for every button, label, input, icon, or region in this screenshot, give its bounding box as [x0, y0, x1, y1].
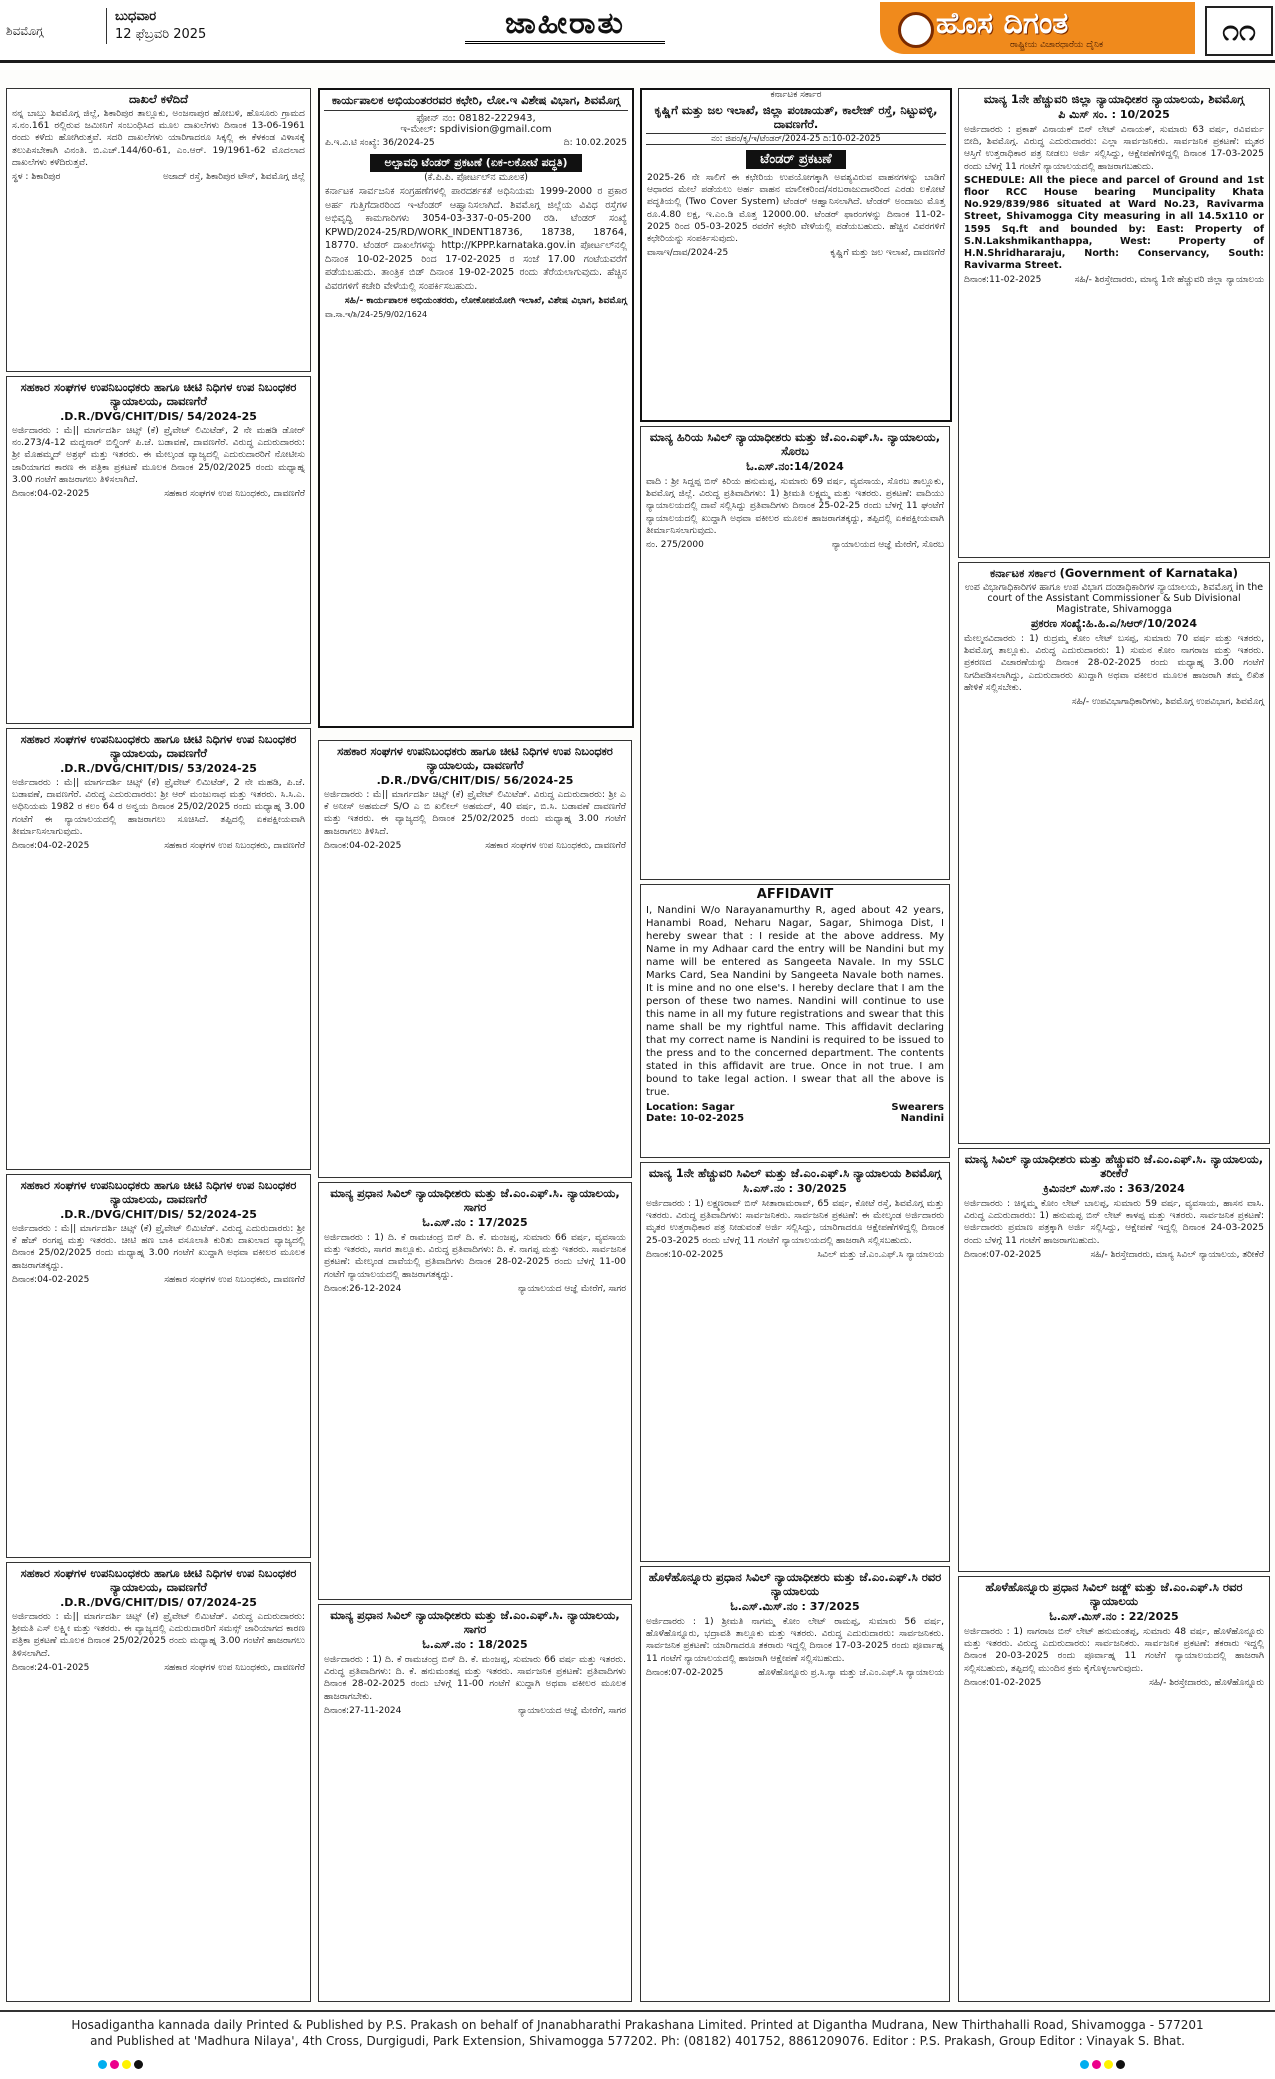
- notice-signature: [324, 841, 626, 851]
- header-date: 12 ಫೆಬ್ರವರಿ 2025: [115, 27, 207, 42]
- court-notice: [640, 1162, 950, 1562]
- court-notice: [958, 1576, 1270, 2002]
- tender-dd-number: ವಾ.ಸಾ.ಇ/ಶಿ/24-25/9/02/1624: [325, 310, 428, 320]
- notice-signature: [964, 1678, 1264, 1688]
- affidavit-swearer: [891, 1102, 944, 1124]
- imprint-line-1: Hosadigantha kannada daily Printed & Published by P.S. Prakash on behalf of Jnanabharathi Prakashana Limited. Printed at Digantha Mudrana, New Thirthahalli Road, Shivamogga - 577201: [71, 2018, 1204, 2032]
- tender-title-wrap: [645, 148, 947, 169]
- magenta-dot-icon: [1092, 2060, 1101, 2069]
- yellow-dot-icon: [122, 2060, 131, 2069]
- header-weekday: ಬುಧವಾರ: [115, 9, 157, 24]
- notice-title: ಕರ್ನಾಟಕ ಸರ್ಕಾರ (Government of Karnataka): [990, 566, 1238, 580]
- notice-signature: [964, 275, 1264, 285]
- notice-signatory: ಸಹಕಾರ ಸಂಘಗಳ ಉಪ ನಿಬಂಧಕರು, ದಾವಣಗೆರೆ: [164, 841, 305, 852]
- notice-title: ಮಾನ್ಯ ಹಿರಿಯ ಸಿವಿಲ್ ನ್ಯಾಯಾಧೀಶರು ಮತ್ತು ಜೆ.ಎಂ.ಎಫ್.ಸಿ. ನ್ಯಾಯಾಲಯ, ಸೊರಬ: [649, 430, 941, 458]
- case-number: ಕ್ರಿಮಿನಲ್ ಮಿಸ್.ನಂ : 363/2024: [1043, 1182, 1185, 1195]
- section-title: ಜಾಹೀರಾತು: [465, 6, 665, 44]
- notice-signature: [12, 841, 305, 851]
- notice-signatory: ಸಹಕಾರ ಸಂಘಗಳ ಉಪ ನಿಬಂಧಕರು, ದಾವಣಗೆರೆ: [164, 1274, 305, 1285]
- notice-signatory: ಸಹಕಾರ ಸಂಘಗಳ ಉಪ ನಿಬಂಧಕರು, ದಾವಣಗೆರೆ: [485, 840, 626, 851]
- notice-title: ಸಹಕಾರ ಸಂಘಗಳ ಉಪನಿಬಂಧಕರು ಹಾಗೂ ಚೀಟಿ ನಿಧಿಗಳ ಉಪ ನಿಬಂಧಕರ ನ್ಯಾಯಾಲಯ, ದಾವಣಗೆರೆ: [20, 1178, 297, 1206]
- case-number: ಓ.ಎಸ್.ಮಿಸ್.ನಂ : 37/2025: [730, 1600, 860, 1613]
- notice-signature: [964, 697, 1264, 707]
- notice-date: ದಿನಾಂಕ:01-02-2025: [964, 1677, 1042, 1688]
- affidavit-swearer-label: Swearers: [891, 1102, 944, 1113]
- notice-signature: [12, 489, 305, 499]
- notice-title: ಮಾನ್ಯ 1ನೇ ಹೆಚ್ಚುವರಿ ಜಿಲ್ಲಾ ನ್ಯಾಯಾಧೀಶರ ನ್ಯಾಯಾಲಯ, ಶಿವಮೊಗ್ಗ: [983, 92, 1245, 106]
- court-notice: [958, 88, 1270, 558]
- tender-title: ಅಲ್ಪಾವಧಿ ಟೆಂಡರ್ ಪ್ರಕಟಣೆ (ಏಕ-ಲಕೋಟೆ ಪದ್ಧತಿ): [370, 154, 581, 172]
- affidavit-location: Location: Sagar: [646, 1102, 735, 1113]
- tender-ref: ನಂ: ಜಿಪಂ/ಕೃ/ಇ/ಟೆಂಡರ್/2024-25 ದಿ:10-02-2025: [646, 133, 946, 145]
- affidavit-swearer-name: Nandini: [900, 1113, 944, 1124]
- notice-title: ಮಾನ್ಯ 1ನೇ ಹೆಚ್ಚುವರಿ ಸಿವಿಲ್ ಮತ್ತು ಜೆ.ಎಂ.ಎಫ್.ಸಿ ನ್ಯಾಯಾಲಯ ಶಿವಮೊಗ್ಗ: [648, 1166, 942, 1180]
- notice-body: ಅರ್ಜಿದಾರರು : 1) ನಾಗರಾಜ ಬಿನ್ ಲೇಟ್ ಹನುಮಂತಪ್ಪ, ಸುಮಾರು 48 ವರ್ಷ, ಹೊಳೆಹೊನ್ನೂರು ಮತ್ತು ಇತರರು. ವಿರುದ್ಧ ಎದುರುದಾರರು: ಸಾರ್ವಜನಿಕರು. ಸಾರ್ವಜನಿಕ ಪ್ರಕಟಣೆ: ತಕರಾರು ಇದ್ದಲ್ಲಿ ದಿನಾಂಕ 20-03-2025 ರಂದು ಪೂರ್ವಾಹ್ನ 11 ಗಂಟೆಗೆ ನ್ಯಾಯಾಲಯದಲ್ಲಿ ಹಾಜರಾಗಿ ಸಲ್ಲಿಸಬಹುದು, ತಪ್ಪಿದಲ್ಲಿ ಮುಂದಿನ ಕ್ರಮ ಕೈಗೊಳ್ಳಲಾಗುವುದು.: [964, 1626, 1264, 1674]
- notice-body: ಅರ್ಜಿದಾರರು : 1) ಲಕ್ಷ್ಮಣರಾವ್ ಬಿನ್ ಸೀತಾರಾಮರಾವ್, 65 ವರ್ಷ, ಕೋಟೆ ರಸ್ತೆ, ಶಿವಮೊಗ್ಗ ಮತ್ತು ಇತರರು. ವಿರುದ್ಧ ಪ್ರತಿವಾದಿಗಳು: ಸಾರ್ವಜನಿಕರು. ಸಾರ್ವಜನಿಕ ಪ್ರಕಟಣೆ: ಈ ಮೇಲ್ಕಂಡ ಅರ್ಜಿದಾರರು ಮೃತರ ಉತ್ತರಾಧಿಕಾರ ಪತ್ರ ನೀಡುವಂತೆ ಅರ್ಜಿ ಸಲ್ಲಿಸಿದ್ದು, ಯಾರಿಗಾದರೂ ಆಕ್ಷೇಪಣೆಗಳಿದ್ದಲ್ಲಿ ದಿನಾಂಕ 25-03-2025 ರಂದು ಬೆಳಗ್ಗೆ 11 ಗಂಟೆಗೆ ನ್ಯಾಯಾಲಯದಲ್ಲಿ ಹಾಜರಾಗಿ ಸಲ್ಲಿಸಬಹುದು.: [646, 1198, 944, 1246]
- court-notice: [318, 740, 632, 1178]
- brand-name: ಹೊಸ ದಿಗಂತ: [936, 6, 1069, 41]
- affidavit-title: AFFIDAVIT: [756, 887, 834, 902]
- court-notice: [318, 1182, 632, 1600]
- notice-signature: [646, 540, 944, 550]
- notice-date: ದಿನಾಂಕ:07-02-2025: [964, 1249, 1042, 1260]
- black-dot-icon: [1116, 2060, 1125, 2069]
- tender-dd-number: ವಾಸಾಇ/ದಾವ/2024-25: [647, 248, 729, 259]
- notice-title: ಸಹಕಾರ ಸಂಘಗಳ ಉಪನಿಬಂಧಕರು ಹಾಗೂ ಚೀಟಿ ನಿಧಿಗಳ ಉಪ ನಿಬಂಧಕರ ನ್ಯಾಯಾಲಯ, ದಾವಣಗೆರೆ: [20, 380, 297, 408]
- notice-body: ವಾದಿ : ಶ್ರೀ ಸಿದ್ದಪ್ಪ ಬಿನ್ ಕಿರಿಯ ಹನುಮಪ್ಪ, ಸುಮಾರು 69 ವರ್ಷ, ವ್ಯವಸಾಯ, ಸೊರಬ ತಾಲ್ಲೂಕು, ಶಿವಮೊಗ್ಗ ಜಿಲ್ಲೆ. ವಿರುದ್ಧ ಪ್ರತಿವಾದಿಗಳು: 1) ಶ್ರೀಮತಿ ಲಕ್ಷ್ಮಮ್ಮ ಮತ್ತು ಇತರರು. ಪ್ರಕಟಣೆ: ವಾದಿಯು ನ್ಯಾಯಾಲಯದಲ್ಲಿ ದಾವೆ ಸಲ್ಲಿಸಿದ್ದು ಪ್ರತಿವಾದಿಗಳು ದಿನಾಂಕ 25-02-25 ರಂದು ಬೆಳಗ್ಗೆ 11 ಘಂಟೆಗೆ ನ್ಯಾಯಾಲಯದಲ್ಲಿ ಖುದ್ದಾಗಿ ಅಥವಾ ವಕೀಲರ ಮೂಲಕ ಹಾಜರಾಗತಕ್ಕದ್ದು, ತಪ್ಪಿದಲ್ಲಿ ಏಕಪಕ್ಷೀಯವಾಗಿ ತೀರ್ಮಾನಿಸಲಾಗುವುದು.: [646, 476, 944, 536]
- cyan-dot-icon: [1080, 2060, 1089, 2069]
- case-number: ಓ.ಎಸ್.ಮಿಸ್.ನಂ : 22/2025: [1049, 1610, 1179, 1623]
- notice-title: ಹೊಳೆಹೊನ್ನೂರು ಪ್ರಧಾನ ಸಿವಿಲ್ ನ್ಯಾಯಾಧೀಶರು ಮತ್ತು ಜೆ.ಎಂ.ಎಫ್.ಸಿ ರವರ ನ್ಯಾಯಾಲಯ: [648, 1570, 942, 1598]
- affidavit-notice: [640, 884, 950, 1158]
- tender-date: ದಿ: 10.02.2025: [563, 138, 627, 148]
- affidavit-place-date: [646, 1102, 744, 1124]
- case-number: .D.R./DVG/CHIT/DIS/ 54/2024-25: [60, 410, 257, 423]
- court-notice: [318, 1604, 632, 2002]
- notice-body: ಅರ್ಜಿದಾರರು : ಚಿನ್ನಮ್ಮ ಕೋಂ ಲೇಟ್ ಬಾಲಪ್ಪ, ಸುಮಾರು 59 ವರ್ಷ, ವ್ಯವಸಾಯ, ಹಾಸನ ವಾಸಿ. ವಿರುದ್ಧ ಎದುರುದಾರರು: 1) ಹನುಮಪ್ಪ ಬಿನ್ ಲೇಟ್ ಕಾಳಪ್ಪ ಮತ್ತು ಇತರರು. ಸಾರ್ವಜನಿಕ ಪ್ರಕಟಣೆ: ಅರ್ಜಿದಾರರು ಪ್ರಮಾಣ ಪತ್ರಕ್ಕಾಗಿ ಅರ್ಜಿ ಸಲ್ಲಿಸಿದ್ದು, ಆಕ್ಷೇಪಣೆ ಇದ್ದಲ್ಲಿ ದಿನಾಂಕ 24-03-2025 ರಂದು ಬೆಳಗ್ಗೆ 11 ಗಂಟೆಗೆ ಹಾಜರಾಗಬಹುದು.: [964, 1198, 1264, 1246]
- yellow-dot-icon: [1104, 2060, 1113, 2069]
- notice-date: ದಿನಾಂಕ:04-02-2025: [12, 1274, 90, 1285]
- notice-body: ಅರ್ಜಿದಾರರು : ಮೆ|| ಮಾರ್ಗದರ್ಶಿ ಚಿಟ್ಸ್ (ಕೆ) ಪ್ರೈವೇಟ್ ಲಿಮಿಟೆಡ್. ವಿರುದ್ಧ ಎದುರುದಾರರು: ಶ್ರೀಮತಿ ಎಸ್ ಲಕ್ಷ್ಮೀ ಮತ್ತು ಇತರರು. ಈ ವ್ಯಾಜ್ಯದಲ್ಲಿ ಎದುರುದಾರರಿಗೆ ಸಮನ್ಸ್ ಜಾರಿಯಾಗದ ಕಾರಣ ಪತ್ರಿಕಾ ಪ್ರಕಟಣೆ ಮೂಲಕ ದಿನಾಂಕ 25/02/2025 ರಂದು ಮಧ್ಯಾಹ್ನ 3.00 ಗಂಟೆಗೆ ಹಾಜರಾಗಲು ತಿಳಿಸಲಾಗಿದೆ.: [12, 1611, 305, 1659]
- zp-tender-notice: [640, 88, 952, 422]
- tender-subtitle: (ಕೆ.ಪಿ.ಪಿ. ಪೋರ್ಟಲ್‌ನ ಮೂಲಕ): [424, 172, 528, 183]
- notice-date: ದಿನಾಂಕ:24-01-2025: [12, 1662, 90, 1673]
- property-schedule: SCHEDULE: All the piece and parcel of Ground and 1st floor RCC House bearing Muncipality Khata No.929/839/986 situated at Ward No.23, Ravivarma Street, Shivamogga City measuring in all 14.5x110 or 1595 Sq.ft and bounded by: East: Property of S.N.Lakshmikanthappa, West: Property of H.N.Shridhararaju, North: Conservancy, South: Ravivarma Street.: [964, 174, 1264, 272]
- court-notice: [6, 1174, 311, 1558]
- notice-signatory: ನ್ಯಾಯಾಲಯದ ಆಜ್ಞೆ ಮೇರೆಗೆ, ಸೊರಬ: [831, 540, 944, 551]
- ac-court-notice: [958, 562, 1270, 1144]
- notice-date: ದಿನಾಂಕ:04-02-2025: [12, 489, 90, 500]
- case-number: .D.R./DVG/CHIT/DIS/ 53/2024-25: [60, 762, 257, 775]
- court-notice: [958, 1148, 1270, 1572]
- notice-signatory: ಸಹಿ/- ಶಿರಸ್ತೇದಾರರು, ಮಾನ್ಯ ಸಿವಿಲ್ ನ್ಯಾಯಾಲಯ, ತರೀಕೆರೆ: [1090, 1249, 1264, 1260]
- notice-signatory: ನ್ಯಾಯಾಲಯದ ಆಜ್ಞೆ ಮೇರೆಗೆ, ಸಾಗರ: [517, 1705, 626, 1716]
- notice-signatory: ನ್ಯಾಯಾಲಯದ ಆಜ್ಞೆ ಮೇರೆಗೆ, ಸಾಗರ: [517, 1283, 626, 1294]
- tender-title-wrap: [320, 151, 632, 172]
- header-city: ಶಿವಮೊಗ್ಗ: [6, 24, 44, 38]
- notice-address: ಅಜಾದ್ ರಸ್ತೆ, ಶಿಕಾರಿಪುರ ಟೌನ್, ಶಿವಮೊಗ್ಗ ಜಿಲ್ಲೆ: [162, 172, 305, 183]
- case-number: .D.R./DVG/CHIT/DIS/ 07/2024-25: [60, 1596, 257, 1609]
- tender-body: ಕರ್ನಾಟಕ ಸಾರ್ವಜನಿಕ ಸಂಗ್ರಹಣೆಗಳಲ್ಲಿ ಪಾರದರ್ಶಕತೆ ಅಧಿನಿಯಮ 1999-2000 ರ ಪ್ರಕಾರ ಅರ್ಹ ಗುತ್ತಿಗೆದಾರರಿಂದ ಇ-ಟೆಂಡರ್ ಆಹ್ವಾನಿಸಲಾಗಿದೆ. ಶಿವಮೊಗ್ಗ ಜಿಲ್ಲೆಯ ವಿವಿಧ ರಸ್ತೆಗಳ ಅಭಿವೃದ್ಧಿ ಕಾಮಗಾರಿಗಳು 3054-03-337-0-05-200 ರಡಿ. ಟೆಂಡರ್ ಸಂಖ್ಯೆ KPWD/2024-25/RD/WORK_INDENT18736, 18738, 18764, 18770. ಟೆಂಡರ್ ದಾಖಲೆಗಳನ್ನು http://KPPP.karnataka.gov.in ಪೋರ್ಟಲ್‌ನಲ್ಲಿ ದಿನಾಂಕ 10-02-2025 ರಿಂದ 17-02-2025 ರ ಸಂಜೆ 17.00 ಗಂಟೆಯವರೆಗೆ ಪಡೆಯಬಹುದು. ತಾಂತ್ರಿಕ ಬಿಡ್ ದಿನಾಂಕ 19-02-2025 ರಂದು ತೆರೆಯಲಾಗುವುದು. ಹೆಚ್ಚಿನ ವಿವರಗಳಿಗೆ ಕಚೇರಿ ವೇಳೆಯಲ್ಲಿ ಸಂಪರ್ಕಿಸಬಹುದು.: [325, 186, 627, 292]
- notice-date: ದಿನಾಂಕ:07-02-2025: [646, 1667, 724, 1678]
- tender-contact: [322, 113, 630, 135]
- tender-office: ಕೃಷ್ಣಿಗೆ ಮತ್ತು ಜಲ ಇಲಾಖೆ, ಜಿಲ್ಲಾ ಪಂಚಾಯತ್, ಕಾಲೇಜ್ ರಸ್ತೆ, ನಿಟ್ಟುವಳ್ಳಿ, ದಾವಣಗೆರೆ.: [654, 103, 938, 131]
- court-notice: [6, 1562, 311, 2002]
- brand-logo-icon: [898, 12, 934, 48]
- imprint-line-2: and Published at 'Madhura Nilaya', 4th Cross, Durgigudi, Park Extension, Shivamogga 577202. Ph: (08182) 401752, 8861209076. Editor : P.S. Prakash, Group Editor : Vinayak S. Bhat.: [90, 2034, 1185, 2048]
- pwd-tender-notice: [318, 88, 634, 728]
- notice-title: ದಾಖಲೆ ಕಳೆದಿದೆ: [129, 92, 188, 106]
- notice-signatory: ಹೊಳೆಹೊನ್ನೂರು ಪ್ರ.ಸಿ.ನ್ಯಾ ಮತ್ತು ಜೆ.ಎಂ.ಎಫ್.ಸಿ ನ್ಯಾಯಾಲಯ: [758, 1667, 944, 1678]
- notice-title: ಹೊಳೆಹೊನ್ನೂರು ಪ್ರಧಾನ ಸಿವಿಲ್ ಜಡ್ಜ್ ಮತ್ತು ಜೆ.ಎಂ.ಎಫ್.ಸಿ ರವರ ನ್ಯಾಯಾಲಯ: [985, 1580, 1243, 1608]
- notice-date: ದಿನಾಂಕ:11-02-2025: [964, 275, 1042, 286]
- tender-ref: ಪಿ.ಇ.ವಿ.ಟಿ ಸಂಖ್ಯೆ: 36/2024-25: [325, 138, 435, 148]
- notice-body: ನನ್ನ ಬಾಬ್ತು ಶಿವಮೊಗ್ಗ ಜಿಲ್ಲೆ, ಶಿಕಾರಿಪುರ ತಾಲ್ಲೂಕು, ಅಂಜನಾಪುರ ಹೋಬಳಿ, ಹೊಸೂರು ಗ್ರಾಮದ ಸ.ನಂ.161 ರಲ್ಲಿರುವ ಜಮೀನಿಗೆ ಸಂಬಂಧಿಸಿದ ಮೂಲ ದಾಖಲೆಗಳು ದಿನಾಂಕ 13-06-1961 ರಂದು ಕಳೆದು ಹೋಗಿರುತ್ತವೆ. ಸದರಿ ದಾಖಲೆಗಳು ಯಾರಿಗಾದರೂ ಸಿಕ್ಕಲ್ಲಿ ಈ ಕೆಳಕಂಡ ವಿಳಾಸಕ್ಕೆ ತಲುಪಿಸಬೇಕಾಗಿ ವಿನಂತಿ. ಬಿ.ಎಚ್.144/60-61, ಎಂ.ಆರ್. 19/1961-62 ಮೊದಲಾದ ದಾಖಲೆಗಳು ಕಳೆದಿರುತ್ತವೆ.: [12, 108, 305, 168]
- notice-title: ಸಹಕಾರ ಸಂಘಗಳ ಉಪನಿಬಂಧಕರು ಹಾಗೂ ಚೀಟಿ ನಿಧಿಗಳ ಉಪ ನಿಬಂಧಕರ ನ್ಯಾಯಾಲಯ, ದಾವಣಗೆರೆ: [20, 1566, 297, 1594]
- affidavit-date: Date: 10-02-2025: [646, 1113, 745, 1124]
- imprint-footer: [0, 2010, 1275, 2079]
- notice-signatory: ಸಹಿ/- ಶಿರಸ್ತೇದಾರರು, ಮಾನ್ಯ 1ನೇ ಹೆಚ್ಚುವರಿ ಜಿಲ್ಲಾ ನ್ಯಾಯಾಲಯ: [1074, 275, 1264, 286]
- notice-signatory: ಸಹಕಾರ ಸಂಘಗಳ ಉಪ ನಿಬಂಧಕರು, ದಾವಣಗೆರೆ: [164, 1662, 305, 1673]
- notice-signature: [324, 1284, 626, 1294]
- notice-body: ಮೇಲ್ಮನವಿದಾರರು : 1) ರುದ್ರಮ್ಮ ಕೋಂ ಲೇಟ್ ಬಸಪ್ಪ, ಸುಮಾರು 70 ವರ್ಷ ಮತ್ತು ಇತರರು, ಶಿವಮೊಗ್ಗ ತಾಲ್ಲೂಕು. ವಿರುದ್ಧ ಎದುರುದಾರರು: 1) ಸುಮನ ಕೋಂ ನಾಗರಾಜ ಮತ್ತು ಇತರರು. ಪ್ರಕರಣದ ವಿಚಾರಣೆಯನ್ನು ದಿನಾಂಕ 28-02-2025 ರಂದು ಮಧ್ಯಾಹ್ನ 3.00 ಗಂಟೆಗೆ ನಿಗದಿಪಡಿಸಲಾಗಿದ್ದು, ಎದುರುದಾರರು ಖುದ್ದಾಗಿ ಅಥವಾ ವಕೀಲರ ಮೂಲಕ ಹಾಜರಾಗಿ ತಮ್ಮ ಲಿಖಿತ ಹೇಳಿಕೆ ಸಲ್ಲಿಸಬೇಕು.: [964, 633, 1264, 693]
- page-header: [0, 0, 1275, 63]
- notice-title: ಸಹಕಾರ ಸಂಘಗಳ ಉಪನಿಬಂಧಕರು ಹಾಗೂ ಚೀಟಿ ನಿಧಿಗಳ ಉಪ ನಿಬಂಧಕರ ನ್ಯಾಯಾಲಯ, ದಾವಣಗೆರೆ: [20, 732, 297, 760]
- notice-title: ಮಾನ್ಯ ಪ್ರಧಾನ ಸಿವಿಲ್ ನ್ಯಾಯಾಧೀಶರು ಮತ್ತು ಜೆ.ಎಂ.ಎಫ್.ಸಿ. ನ್ಯಾಯಾಲಯ, ಸಾಗರ: [330, 1608, 620, 1636]
- case-number: ಓ.ಎಸ್.ನಂ : 17/2025: [422, 1216, 528, 1229]
- notice-signature: [12, 1663, 305, 1673]
- court-notice: [640, 426, 950, 880]
- tender-ref-line: [325, 138, 627, 148]
- notice-body: ಅರ್ಜಿದಾರರು : 1) ದಿ. ಕೆ ರಾಮಚಂದ್ರ ಬಿನ್ ದಿ. ಕೆ. ಮಂಜಪ್ಪ, ಸುಮಾರು 66 ವರ್ಷ, ವ್ಯವಸಾಯ ಮತ್ತು ಇತರರು, ಸಾಗರ ತಾಲ್ಲೂಕು. ವಿರುದ್ಧ ಪ್ರತಿವಾದಿಗಳು: ದಿ. ಕೆ. ನಾಗಪ್ಪ ಮತ್ತು ಇತರರು. ಸಾರ್ವಜನಿಕ ಪ್ರಕಟಣೆ: ಮೇಲ್ಕಂಡ ದಾವೆಯಲ್ಲಿ ಪ್ರತಿವಾದಿಗಳು ದಿನಾಂಕ 28-02-2025 ರಂದು ಬೆಳಗ್ಗೆ 11-00 ಗಂಟೆಗೆ ನ್ಯಾಯಾಲಯದಲ್ಲಿ ಹಾಜರಾಗತಕ್ಕದ್ದು.: [324, 1232, 626, 1280]
- notice-signature: [324, 1706, 626, 1716]
- notice-date: ನಂ. 275/2000: [646, 540, 704, 551]
- tender-govt: ಕರ್ನಾಟಕ ಸರ್ಕಾರ: [770, 90, 822, 100]
- tender-office: ಕಾರ್ಯಪಾಲಕ ಅಭಿಯಂತರರವರ ಕಛೇರಿ, ಲೋ.ಇ ವಿಶೇಷ ವಿಭಾಗ, ಶಿವಮೊಗ್ಗ: [324, 93, 628, 111]
- affidavit-signature-row: [646, 1102, 944, 1124]
- notice-body: ಅರ್ಜಿದಾರರು : ಪ್ರಕಾಶ್ ವಿನಾಯಕ್ ಬಿನ್ ಲೇಟ್ ವಿನಾಯಕ್, ಸುಮಾರು 63 ವರ್ಷ, ರವಿವರ್ಮ ಬೀದಿ, ಶಿವಮೊಗ್ಗ. ವಿರುದ್ಧ ಎದುರುದಾರರು: ಎಲ್ಲಾ ಸಾರ್ವಜನಿಕರು. ಸಾರ್ವಜನಿಕ ಪ್ರಕಟಣೆ: ಮೃತರ ಆಸ್ತಿಗೆ ಉತ್ತರಾಧಿಕಾರ ಪತ್ರ ನೀಡಲು ಅರ್ಜಿ ಸಲ್ಲಿಸಿದ್ದು, ಆಕ್ಷೇಪಣೆಗಳಿದ್ದಲ್ಲಿ ದಿನಾಂಕ 17-03-2025 ರಂದು ಬೆಳಗ್ಗೆ 11 ಗಂಟೆಗೆ ನ್ಯಾಯಾಲಯದಲ್ಲಿ ಹಾಜರಾಗಬಹುದು.: [964, 124, 1264, 172]
- notice-body: ಅರ್ಜಿದಾರರು : ಮೆ|| ಮಾರ್ಗದರ್ಶಿ ಚಿಟ್ಸ್ (ಕೆ) ಪ್ರೈವೇಟ್ ಲಿಮಿಟೆಡ್. ವಿರುದ್ಧ ಎದುರುದಾರರು: ಶ್ರೀ ಎ ಕೆ ಅನೀಸ್ ಅಹಮದ್ S/O ಎ ಬಿ ಖಲೀಲ್ ಅಹಮದ್, 40 ವರ್ಷ, ಬಿ.ಸಿ. ಬಡಾವಣೆ ದಾವಣಗೆರೆ ಮತ್ತು ಇತರರು. ಈ ವ್ಯಾಜ್ಯದಲ್ಲಿ ದಿನಾಂಕ 25/02/2025 ರಂದು ಮಧ್ಯಾಹ್ನ 3.00 ಗಂಟೆಗೆ ಹಾಜರಾಗಲು ತಿಳಿಸಿದೆ.: [324, 789, 626, 837]
- notice-title: ಮಾನ್ಯ ಸಿವಿಲ್ ನ್ಯಾಯಾಧೀಶರು ಮತ್ತು ಹೆಚ್ಚುವರಿ ಜೆ.ಎಂ.ಎಫ್.ಸಿ. ನ್ಯಾಯಾಲಯ, ತರೀಕೆರೆ: [964, 1152, 1264, 1180]
- case-number: ಓ.ಎಸ್.ನಂ : 18/2025: [422, 1638, 528, 1651]
- notice-signatory: ಸಹಕಾರ ಸಂಘಗಳ ಉಪ ನಿಬಂಧಕರು, ದಾವಣಗೆರೆ: [164, 489, 305, 500]
- notice-body: ಅರ್ಜಿದಾರರು : ಮೆ|| ಮಾರ್ಗದರ್ಶಿ ಚಿಟ್ಸ್ (ಕೆ) ಪ್ರೈವೇಟ್ ಲಿಮಿಟೆಡ್. ವಿರುದ್ಧ ಎದುರುದಾರರು: ಶ್ರೀ ಕೆ ಹೆಚ್ ರಂಗಪ್ಪ ಮತ್ತು ಇತರರು. ಚೀಟಿ ಹಣ ಬಾಕಿ ವಸೂಲಾತಿ ಕುರಿತು ದಾಖಲಾದ ವ್ಯಾಜ್ಯದಲ್ಲಿ ದಿನಾಂಕ 25/02/2025 ರಂದು ಮಧ್ಯಾಹ್ನ 3.00 ಗಂಟೆಗೆ ಖುದ್ದಾಗಿ ಅಥವಾ ವಕೀಲರ ಮೂಲಕ ಹಾಜರಾಗತಕ್ಕದ್ದು.: [12, 1223, 305, 1271]
- color-registration-marks: [98, 2060, 143, 2069]
- tender-title: ಟೆಂಡರ್ ಪ್ರಕಟಣೆ: [746, 150, 845, 169]
- notice-signature: [964, 1250, 1264, 1260]
- notice-date: ದಿನಾಂಕ:10-02-2025: [646, 1249, 724, 1260]
- notice-signature: [646, 1250, 944, 1260]
- notice-body: ಅರ್ಜಿದಾರರು : 1) ಶ್ರೀಮತಿ ನಾಗಮ್ಮ ಕೋಂ ಲೇಟ್ ರಾಮಪ್ಪ, ಸುಮಾರು 56 ವರ್ಷ, ಹೊಳೆಹೊನ್ನೂರು, ಭದ್ರಾವತಿ ತಾಲ್ಲೂಕು ಮತ್ತು ಇತರರು. ವಿರುದ್ಧ ಎದುರುದಾರರು: ಸಾರ್ವಜನಿಕರು. ಸಾರ್ವಜನಿಕ ಪ್ರಕಟಣೆ: ಯಾರಿಗಾದರೂ ತಕರಾರು ಇದ್ದಲ್ಲಿ ದಿನಾಂಕ 17-03-2025 ರಂದು ಪೂರ್ವಾಹ್ನ 11 ಗಂಟೆಗೆ ನ್ಯಾಯಾಲಯದಲ್ಲಿ ಹಾಜರಾಗಿ ಆಕ್ಷೇಪಣೆ ಸಲ್ಲಿಸಬಹುದು.: [646, 1616, 944, 1664]
- notice-signatory: ಸಹಿ/- ಶಿರಸ್ತೇದಾರರು, ಹೊಳೆಹೊನ್ನೂರು: [1149, 1677, 1264, 1688]
- notice-signatory: ಸಹಿ/- ಉಪವಿಭಾಗಾಧಿಕಾರಿಗಳು, ಶಿವಮೊಗ್ಗ ಉಪವಿಭಾಗ, ಶಿವಮೊಗ್ಗ: [1071, 697, 1264, 708]
- tender-email: ಇ-ಮೇಲ್: spdivision@gmail.com: [400, 124, 552, 135]
- court-notice: [6, 376, 311, 724]
- case-number: .D.R./DVG/CHIT/DIS/ 52/2024-25: [60, 1208, 257, 1221]
- notice-signature: [646, 1668, 944, 1678]
- notice-place: ಸ್ಥಳ : ಶಿಕಾರಿಪುರ: [12, 172, 61, 183]
- magenta-dot-icon: [110, 2060, 119, 2069]
- notice-body: ಅರ್ಜಿದಾರರು : ಮೆ|| ಮಾರ್ಗದರ್ಶಿ ಚಿಟ್ಸ್ (ಕೆ) ಪ್ರೈವೇಟ್ ಲಿಮಿಟೆಡ್, 2 ನೇ ಮಹಡಿ, ಪಿ.ಜೆ. ಬಡಾವಣೆ, ದಾವಣಗೆರೆ. ವಿರುದ್ಧ ಎದುರುದಾರರು: ಶ್ರೀ ಆರ್ ಮಂಜುನಾಥ ಮತ್ತು ಇತರರು. ಸಿ.ಸಿ.ಎ. ಅಧಿನಿಯಮ 1982 ರ ಕಲಂ 64 ರ ಅನ್ವಯ ದಿನಾಂಕ 25/02/2025 ರಂದು ಮಧ್ಯಾಹ್ನ 3.00 ಗಂಟೆಗೆ ಈ ನ್ಯಾಯಾಲಯದಲ್ಲಿ ಹಾಜರಾಗಲು ಸೂಚಿಸಿದೆ. ತಪ್ಪಿದಲ್ಲಿ ಏಕಪಕ್ಷೀಯವಾಗಿ ತೀರ್ಮಾನಿಸಲಾಗುವುದು.: [12, 777, 305, 837]
- notice-subtitle: ಉಪ ವಿಭಾಗಾಧಿಕಾರಿಗಳ ಹಾಗೂ ಉಪ ವಿಭಾಗ ದಂಡಾಧಿಕಾರಿಗಳ ನ್ಯಾಯಾಲಯ, ಶಿವಮೊಗ್ಗ in the court of the Assistant Commissioner & Sub Divisional Magistrate, Shivamogga: [964, 582, 1264, 615]
- color-registration-marks: [1080, 2060, 1125, 2069]
- notice-date: ದಿನಾಂಕ:26-12-2024: [324, 1283, 402, 1294]
- header-datebox: [106, 8, 245, 44]
- masthead-brand: [880, 2, 1195, 54]
- notice-title: ಸಹಕಾರ ಸಂಘಗಳ ಉಪನಿಬಂಧಕರು ಹಾಗೂ ಚೀಟಿ ನಿಧಿಗಳ ಉಪ ನಿಬಂಧಕರ ನ್ಯಾಯಾಲಯ, ದಾವಣಗೆರೆ: [337, 744, 613, 772]
- notice-date: ದಿನಾಂಕ:27-11-2024: [324, 1705, 402, 1716]
- case-number: ಪಿ ಮಿಸ್ ಸಂ. : 10/2025: [1058, 108, 1170, 121]
- notice-date: ದಿನಾಂಕ:04-02-2025: [12, 841, 90, 852]
- case-number: ಪ್ರಕರಣ ಸಂಖ್ಯೆ:ಹಿ.ಹಿ.ಎ/ಸಿಆರ್/10/2024: [1030, 617, 1197, 630]
- notice-signatory: ಸಿವಿಲ್ ಮತ್ತು ಜೆ.ಎಂ.ಎಫ್.ಸಿ ನ್ಯಾಯಾಲಯ: [817, 1249, 944, 1260]
- notice-signature: [12, 172, 305, 182]
- tender-signatory: ಕೃಷ್ಣಿಗೆ ಮತ್ತು ಜಲ ಇಲಾಖೆ, ದಾವಣಗೆರೆ: [830, 248, 945, 259]
- affidavit-body: I, Nandini W/o Narayanamurthy R, aged about 42 years, Hanambi Road, Neharu Nagar, Sagar, Shimoga Dist, I hereby swear that : I reside at the above address. My Name in my Adhaar card the entry will be Nandini but my name will be entered as Sangeeta Navale. In my SSLC Marks Card, Sea Nandini by Sangeeta Navale both names. It is mine and no one else's. I hereby declare that I am the person of these two names. Nandini will continue to use this name in all my future registrations and swear that this name shall be my rightful name. This affidavit declaring that my correct name is Nandini is required to be issued to the press and to the concerned department. The contents stated in this affidavit are true. Once in not true. I am bound to take legal action. I swear that all the above is true.: [646, 905, 944, 1098]
- black-dot-icon: [134, 2060, 143, 2069]
- cyan-dot-icon: [98, 2060, 107, 2069]
- case-number: .D.R./DVG/CHIT/DIS/ 56/2024-25: [376, 774, 574, 787]
- notice-body: ಅರ್ಜಿದಾರರು : ಮೆ|| ಮಾರ್ಗದರ್ಶಿ ಚಿಟ್ಸ್ (ಕೆ) ಪ್ರೈವೇಟ್ ಲಿಮಿಟೆಡ್, 2 ನೇ ಮಹಡಿ ಡೋರ್ ನಂ.273/4-12 ಮದ್ದನಾರ್ ಬಿಲ್ಡಿಂಗ್ ಪಿ.ಜೆ. ಬಡಾವಣೆ, ದಾವಣಗೆರೆ. ವಿರುದ್ಧ ಎದುರುದಾರರು: ಶ್ರೀ ಮೊಹಮ್ಮದ್ ಅಶ್ರಫ್ ಮತ್ತು ಇತರರು. ಈ ಮೇಲ್ಕಂಡ ವ್ಯಾಜ್ಯದಲ್ಲಿ ಎದುರುದಾರರಿಗೆ ನೋಟೀಸು ಜಾರಿಯಾಗದ ಕಾರಣ ಈ ಪತ್ರಿಕಾ ಪ್ರಕಟಣೆ ಮೂಲಕ ದಿನಾಂಕ 25/02/2025 ರಂದು ಮಧ್ಯಾಹ್ನ 3.00 ಗಂಟೆಗೆ ಹಾಜರಾಗಲು ತಿಳಿಸಲಾಗಿದೆ.: [12, 425, 305, 485]
- court-notice: [6, 728, 311, 1170]
- tender-signatory: ಸಹಿ/- ಕಾರ್ಯಪಾಲಕ ಅಭಿಯಂತರರು, ಲೋಕೋಪಯೋಗಿ ಇಲಾಖೆ, ವಿಶೇಷ ವಿಭಾಗ, ಶಿವಮೊಗ್ಗ: [344, 295, 627, 306]
- court-notice: [640, 1566, 950, 2002]
- tender-phone: ಫೋನ್ ನಂ: 08182-222943,: [416, 113, 536, 124]
- tender-body: 2025-26 ನೇ ಸಾಲಿಗೆ ಈ ಕಛೇರಿಯ ಉಪಯೋಗಕ್ಕಾಗಿ ಅವಶ್ಯವಿರುವ ವಾಹನಗಳನ್ನು ಬಾಡಿಗೆ ಆಧಾರದ ಮೇಲೆ ಪಡೆಯಲು ಅರ್ಹ ವಾಹನ ಮಾಲೀಕರಿಂದ/ಸರಬರಾಜುದಾರರಿಂದ ಎರಡು ಲಕೋಟೆ ಪದ್ಧತಿಯಲ್ಲಿ (Two Cover System) ಟೆಂಡರ್ ಆಹ್ವಾನಿಸಲಾಗಿದೆ. ಟೆಂಡರ್ ಅಂದಾಜು ಮೊತ್ತ ರೂ.4.80 ಲಕ್ಷ, ಇ.ಎಂ.ಡಿ ಮೊತ್ತ 12000.00. ಟೆಂಡರ್ ಫಾರಂಗಳನ್ನು ದಿನಾಂಕ 11-02-2025 ರಿಂದ 05-03-2025 ರವರೆಗೆ ಕಛೇರಿ ವೇಳೆಯಲ್ಲಿ ಪಡೆಯಬಹುದು. ಹೆಚ್ಚಿನ ವಿವರಗಳಿಗೆ ಕಛೇರಿಯನ್ನು ಸಂಪರ್ಕಿಸುವುದು.: [647, 172, 945, 245]
- tender-signature: [647, 248, 945, 258]
- notice-signature: [12, 1275, 305, 1285]
- case-number: ಓ.ಎಸ್.ನಂ:14/2024: [746, 460, 844, 473]
- notice-date: ದಿನಾಂಕ:04-02-2025: [324, 840, 402, 851]
- page-number: ೧೧: [1205, 6, 1273, 56]
- notice-body: ಅರ್ಜಿದಾರರು : 1) ದಿ. ಕೆ ರಾಮಚಂದ್ರ ಬಿನ್ ದಿ. ಕೆ. ಮಂಜಪ್ಪ, ಸುಮಾರು 66 ವರ್ಷ ಮತ್ತು ಇತರರು. ವಿರುದ್ಧ ಪ್ರತಿವಾದಿಗಳು: ದಿ. ಕೆ. ಹನುಮಂತಪ್ಪ ಮತ್ತು ಇತರರು. ಸಾರ್ವಜನಿಕ ಪ್ರಕಟಣೆ: ಪ್ರತಿವಾದಿಗಳು ದಿನಾಂಕ 28-02-2025 ರಂದು ಬೆಳಗ್ಗೆ 11-00 ಗಂಟೆಗೆ ಖುದ್ದಾಗಿ ಅಥವಾ ವಕೀಲರ ಮೂಲಕ ಹಾಜರಾಗಬೇಕು.: [324, 1654, 626, 1702]
- case-number: ಸಿ.ಎಸ್.ನಂ : 30/2025: [743, 1182, 847, 1195]
- notice-title: ಮಾನ್ಯ ಪ್ರಧಾನ ಸಿವಿಲ್ ನ್ಯಾಯಾಧೀಶರು ಮತ್ತು ಜೆ.ಎಂ.ಎಫ್.ಸಿ. ನ್ಯಾಯಾಲಯ, ಸಾಗರ: [330, 1186, 620, 1214]
- brand-tagline: ರಾಷ್ಟ್ರೀಯ ವಿಚಾರಧಾರೆಯ ದೈನಿಕ: [1010, 40, 1104, 50]
- lost-document-notice: [6, 88, 311, 372]
